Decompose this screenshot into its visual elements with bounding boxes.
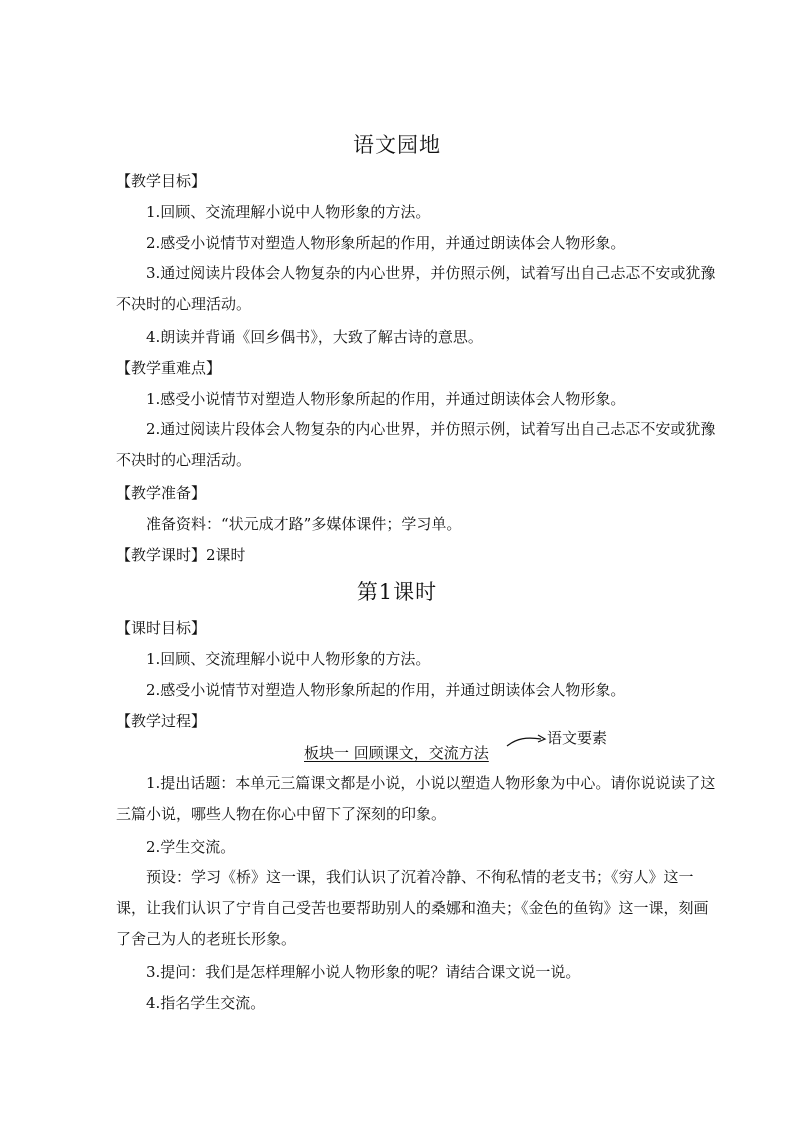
goal-item: 3.通过阅读片段体会人物复杂的内心世界，并仿照示例，试着写出自己忐忑不安或犹豫不决时的心理活动。: [116, 264, 716, 313]
process-step: 4.指名学生交流。: [146, 994, 266, 1012]
lesson-title: 第1课时: [356, 580, 438, 604]
process-step: 预设：学习《桥》这一课，我们认识了沉着冷静、不徇私情的老支书；《穷人》这一课，让我们认识了宁肯自己受苦也要帮助别人的桑娜和渔夫；《金色的鱼钩》这一课，刻画了舍己为人的老班长形象。: [116, 868, 709, 948]
key-point-item: 1.感受小说情节对塑造人物形象所起的作用，并通过朗读体会人物形象。: [146, 390, 626, 408]
arrow-icon: [505, 728, 549, 750]
goals-heading: 【教学目标】: [116, 172, 207, 190]
lesson-goal-item: 2.感受小说情节对塑造人物形象所起的作用，并通过朗读体会人物形象。: [146, 681, 626, 699]
process-step: 1.提出话题：本单元三篇课文都是小说，小说以塑造人物形象为中心。请你说说读了这三篇小说，哪些人物在你心中留下了深刻的印象。: [116, 774, 716, 823]
prep-heading: 【教学准备】: [116, 484, 207, 502]
module-title: 板块一 回顾课文，交流方法: [304, 744, 489, 762]
prep-text: 准备资料：“状元成才路”多媒体课件；学习单。: [146, 515, 462, 533]
hours-heading: 【教学课时】2课时: [116, 546, 246, 564]
process-step: 3.提问：我们是怎样理解小说人物形象的呢？请结合课文说一说。: [146, 963, 581, 981]
goal-item: 1.回顾、交流理解小说中人物形象的方法。: [146, 203, 431, 221]
goal-item: 4.朗读并背诵《回乡偶书》，大致了解古诗的意思。: [146, 328, 483, 346]
key-points-heading: 【教学重难点】: [116, 359, 222, 377]
process-heading: 【教学过程】: [116, 712, 207, 730]
lesson-goal-item: 1.回顾、交流理解小说中人物形象的方法。: [146, 650, 431, 668]
goal-item: 2.感受小说情节对塑造人物形象所起的作用，并通过朗读体会人物形象。: [146, 234, 626, 252]
lesson-goals-heading: 【课时目标】: [116, 619, 207, 637]
page-title: 语文园地: [353, 133, 441, 157]
module-note-label: 语文要素: [547, 729, 608, 747]
process-step: 2.学生交流。: [146, 838, 236, 856]
key-point-item: 2.通过阅读片段体会人物复杂的内心世界，并仿照示例，试着写出自己忐忑不安或犹豫不决时的心理活动。: [116, 420, 716, 469]
